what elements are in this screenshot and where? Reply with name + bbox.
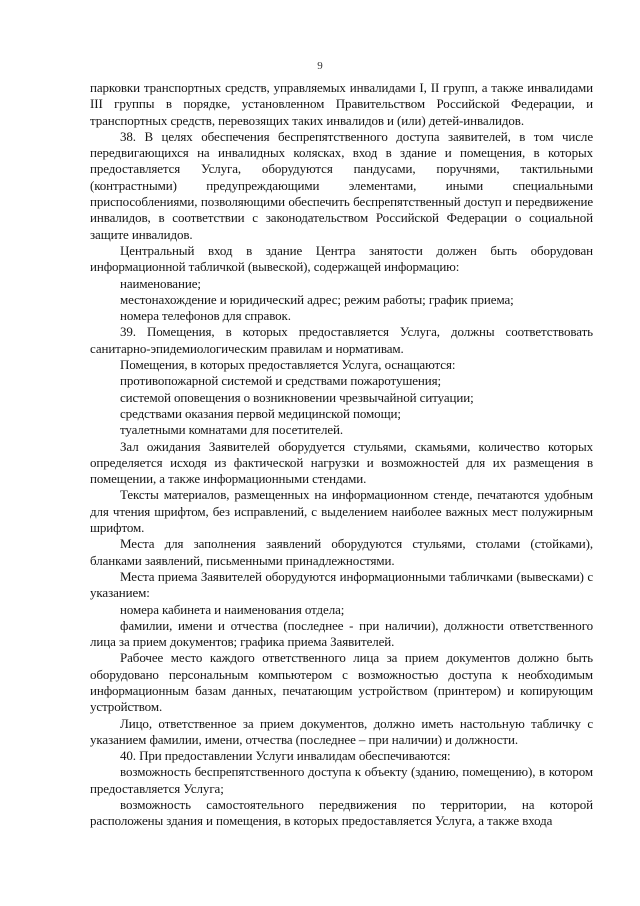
paragraph: возможность беспрепятственного доступа к объекту (зданию, помещению), в котором предоставляется Услуга; — [90, 764, 593, 796]
paragraph: противопожарной системой и средствами пожаротушения; — [120, 373, 442, 389]
paragraph: 39. Помещения, в которых предоставляется Услуга, должны соответствовать санитарно-эпидемиологическим правилам и нормативам. — [90, 324, 593, 356]
paragraph: наименование; — [120, 275, 201, 291]
paragraph: Места для заполнения заявлений оборудуются стульями, столами (стойками), бланками заявлений, письменными принадлежностями. — [90, 536, 593, 568]
paragraph: средствами оказания первой медицинской помощи; — [120, 405, 401, 421]
paragraph: туалетными комнатами для посетителей. — [120, 422, 344, 438]
document-body — [90, 80, 593, 830]
paragraph: Центральный вход в здание Центра занятости должен быть оборудован информационной табличкой (вывеской), содержащей информацию: — [90, 242, 593, 275]
paragraph: 40. При предоставлении Услуги инвалидам обеспечиваются: — [120, 748, 451, 764]
paragraph: номера кабинета и наименования отдела; — [120, 601, 345, 617]
paragraph: Лицо, ответственное за прием документов, должно иметь настольную табличку с указанием фамилии, имени, отчества (последнее – при наличии) и должности. — [90, 715, 593, 747]
paragraph: фамилии, имени и отчества (последнее - при наличии), должности ответственного лица за прием документов; графика приема Заявителей. — [90, 617, 593, 650]
paragraph: номера телефонов для справок. — [120, 308, 291, 324]
paragraph: системой оповещения о возникновении чрезвычайной ситуации; — [120, 389, 474, 405]
paragraph: Зал ожидания Заявителей оборудуется стульями, скамьями, количество которых определяется исходя из фактической нагрузки и возможностей для их размещения в помещении, а также информационными стендами. — [90, 438, 593, 487]
paragraph: Рабочее место каждого ответственного лица за прием документов должно быть оборудовано персональным компьютером с возможностью доступа к необходимым информационным базам данных, печатающим устройством (принтером) и копирующим устройством. — [90, 650, 593, 715]
page-number: 9 — [317, 60, 323, 72]
paragraph: местонахождение и юридический адрес; режим работы; график приема; — [120, 291, 514, 307]
paragraph: возможность самостоятельного передвижения по территории, на которой расположены здания и помещения, в которых предоставляется Услуга, а также входа — [90, 797, 593, 829]
paragraph: 38. В целях обеспечения беспрепятственного доступа заявителей, в том числе передвигающихся на инвалидных колясках, вход в здание и помещения, в которых предоставляется Услуга, оборудуются пандусами, поручнями, тактильными (контрастными) предупреждающими элементами, иными специальными приспособлениями, позволяющими обеспечить беспрепятственный доступ и передвижение инвалидов, в соответствии с законодательством Российской Федерации о социальной защите инвалидов. — [90, 128, 593, 242]
paragraph: Помещения, в которых предоставляется Услуга, оснащаются: — [120, 357, 456, 373]
paragraph: Тексты материалов, размещенных на информационном стенде, печатаются удобным для чтения шрифтом, без исправлений, с выделением наиболее важных мест полужирным шрифтом. — [90, 487, 593, 536]
continued-paragraph: парковки транспортных средств, управляемых инвалидами I, II групп, а также инвалидами III группы в порядке, установленном Правительством Российской Федерации, и транспортных средств, перевозящих таких инвалидов и (или) детей-инвалидов. — [90, 80, 593, 128]
paragraph: Места приема Заявителей оборудуются информационными табличками (вывесками) с указанием: — [90, 568, 593, 601]
